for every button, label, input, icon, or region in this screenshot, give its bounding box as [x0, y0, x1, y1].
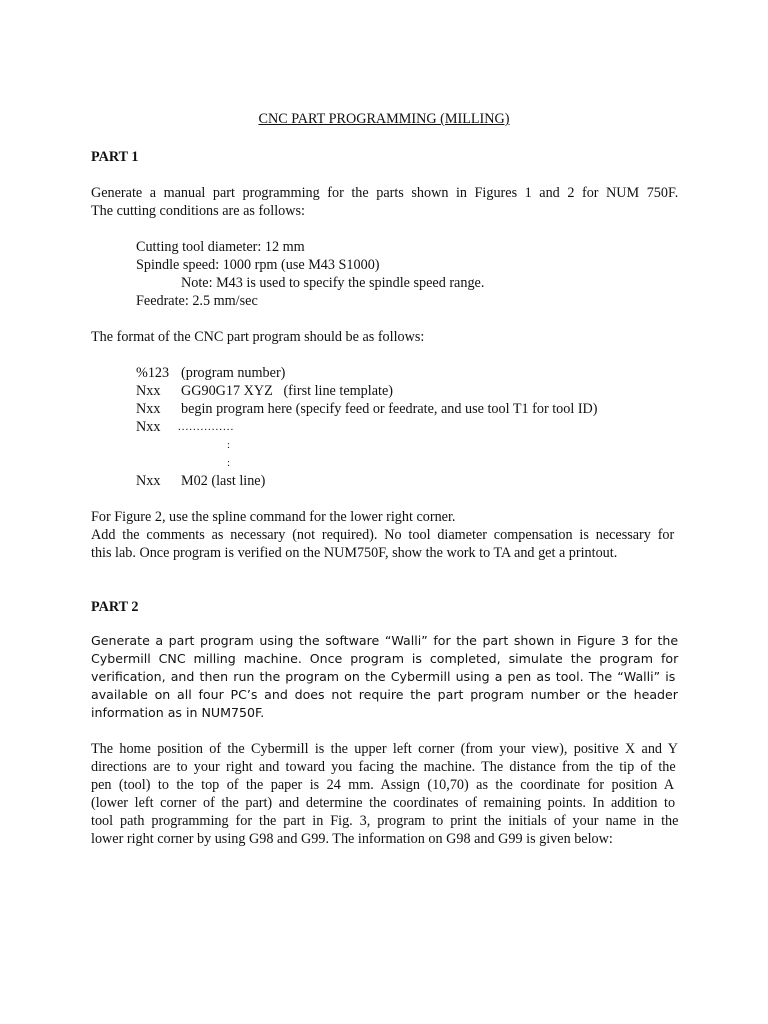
format-intro: The format of the CNC part program should be as follows:	[91, 329, 425, 345]
part2-para1-line-4: available on all four PC’s and does not require the part program number or the header	[91, 687, 678, 702]
part2-para2-line-4: (lower left corner of the part) and determine the coordinates of remaining points. In addition to	[91, 795, 676, 811]
program-line-2-code: Nxx	[136, 383, 161, 399]
program-line-1-code: %123	[136, 365, 170, 381]
program-line-4-code: Nxx	[136, 419, 161, 435]
part2-para1-line-1: Generate a part program using the software “Walli” for the part shown in Figure 3 for the	[91, 633, 679, 648]
program-line-3-code: Nxx	[136, 401, 161, 417]
part2-para2-line-6: lower right corner by using G98 and G99. The information on G98 and G99 is given below:	[91, 831, 613, 847]
condition-tool-diameter: Cutting tool diameter: 12 mm	[136, 239, 305, 255]
condition-spindle-speed: Spindle speed: 1000 rpm (use M43 S1000)	[136, 257, 380, 273]
part1-intro-line-2: The cutting conditions are as follows:	[91, 203, 305, 219]
part2-para2-line-2: directions are to your right and toward you facing the machine. The distance from the tip of the	[91, 759, 676, 775]
part2-para1-line-5: information as in NUM750F.	[91, 705, 265, 720]
part2-para2-line-3: pen (tool) to the top of the paper is 24 mm. Assign (10,70) as the coordinate for position A	[91, 777, 675, 793]
condition-note: Note: M43 is used to specify the spindle speed range.	[181, 275, 485, 291]
figure2-note: For Figure 2, use the spline command for the lower right corner.	[91, 509, 456, 525]
part2-para2-line-5: tool path programming for the part in Fig. 3, program to print the initials of your name in the	[91, 813, 679, 829]
part2-heading: PART 2	[91, 599, 139, 615]
condition-feedrate: Feedrate: 2.5 mm/sec	[136, 293, 258, 309]
program-line-2-desc: GG90G17 XYZ (first line template)	[181, 383, 393, 399]
program-vertical-dots-1: :	[227, 439, 231, 451]
program-line-5-code: Nxx	[136, 473, 161, 489]
page-title: CNC PART PROGRAMMING (MILLING)	[258, 111, 510, 127]
program-line-1-desc: (program number)	[181, 365, 286, 381]
comments-line-2: this lab. Once program is verified on the NUM750F, show the work to TA and get a printout.	[91, 545, 618, 561]
program-line-5-desc: M02 (last line)	[181, 473, 266, 489]
program-vertical-dots-2: :	[227, 457, 231, 469]
part1-intro-line-1: Generate a manual part programming for the parts shown in Figures 1 and 2 for NUM 750F.	[91, 185, 679, 201]
part2-para1-line-2: Cybermill CNC milling machine. Once program is completed, simulate the program for	[91, 651, 679, 666]
part1-heading: PART 1	[91, 149, 139, 165]
program-line-3-desc: begin program here (specify feed or feedrate, and use tool T1 for tool ID)	[181, 401, 598, 417]
program-line-4-dots: ...............	[178, 421, 235, 433]
part2-para1-line-3: verification, and then run the program on the Cybermill using a pen as tool. The “Walli” is	[91, 669, 676, 684]
part2-para2-line-1: The home position of the Cybermill is the upper left corner (from your view), positive X and Y	[91, 741, 679, 757]
comments-line-1: Add the comments as necessary (not required). No tool diameter compensation is necessary for	[91, 527, 675, 543]
